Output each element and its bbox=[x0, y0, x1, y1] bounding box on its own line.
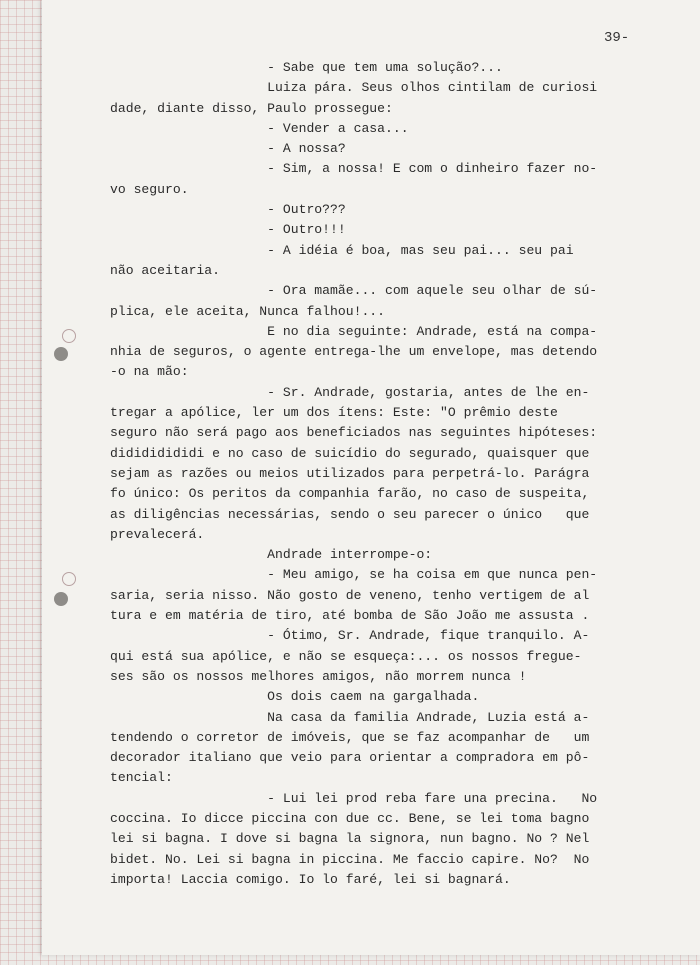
text-line: decorador italiano que veio para orientar a compradora em pô- bbox=[110, 750, 590, 766]
text-line: nhia de seguros, o agente entrega-lhe um envelope, mas detendo bbox=[110, 344, 598, 360]
text-line: - Ora mamãe... com aquele seu olhar de sú- bbox=[110, 283, 598, 299]
punch-hole-upper bbox=[54, 347, 68, 361]
text-line: Andrade interrompe-o: bbox=[110, 547, 433, 563]
text-line: - Sim, a nossa! E com o dinheiro fazer no- bbox=[110, 161, 598, 177]
punch-hole-ring-lower bbox=[62, 572, 76, 586]
text-line: plica, ele aceita, Nunca falhou!... bbox=[110, 303, 386, 319]
text-line: seguro não será pago aos beneficiados nas seguintes hipóteses: bbox=[110, 425, 598, 441]
text-line: -o na mão: bbox=[110, 364, 189, 380]
punch-hole-ring-upper bbox=[62, 329, 76, 343]
text-line: lei si bagna. I dove si bagna la signora, nun bagno. No ? Nel bbox=[110, 831, 590, 847]
text-line: - Meu amigo, se ha coisa em que nunca pen- bbox=[110, 567, 598, 583]
text-line: as diligências necessárias, sendo o seu parecer o único que bbox=[110, 506, 590, 522]
text-line: importa! Laccia comigo. Io lo faré, lei si bagnará. bbox=[110, 871, 511, 887]
text-line: - A nossa? bbox=[110, 141, 346, 157]
text-line: qui está sua apólice, e não se esqueça:... os nossos fregue- bbox=[110, 648, 582, 664]
page-number: 39- bbox=[604, 30, 630, 46]
text-line: dade, diante disso, Paulo prossegue: bbox=[110, 100, 393, 116]
text-line: Na casa da familia Andrade, Luzia está a- bbox=[110, 709, 590, 725]
text-line: - Lui lei prod reba fare una precina. No bbox=[110, 790, 598, 806]
text-line: - A idéia é boa, mas seu pai... seu pai bbox=[110, 242, 574, 258]
text-line: - Sabe que tem uma solução?... bbox=[110, 60, 503, 75]
text-line: bidet. No. Lei si bagna in piccina. Me faccio capire. No? No bbox=[110, 851, 590, 867]
text-line: fo único: Os peritos da companhia farão, no caso de suspeita, bbox=[110, 486, 590, 502]
text-line: Luiza pára. Seus olhos cintilam de curiosi bbox=[110, 80, 598, 96]
text-line: - Sr. Andrade, gostaria, antes de lhe en- bbox=[110, 384, 590, 400]
text-line: coccina. Io dicce piccina con due cc. Bene, se lei toma bagno bbox=[110, 810, 590, 826]
text-line: - Outro!!! bbox=[110, 222, 346, 238]
text-line: E no dia seguinte: Andrade, está na compa- bbox=[110, 323, 598, 339]
text-line: ses são os nossos melhores amigos, não morrem nunca ! bbox=[110, 668, 527, 684]
text-line: - Ótimo, Sr. Andrade, fique tranquilo. A- bbox=[110, 628, 590, 644]
text-line: - Outro??? bbox=[110, 202, 346, 218]
page-text bbox=[110, 58, 670, 890]
text-line: Os dois caem na gargalhada. bbox=[110, 689, 480, 705]
text-line: tendendo o corretor de imóveis, que se faz acompanhar de um bbox=[110, 729, 590, 745]
text-line: prevalecerá. bbox=[110, 526, 205, 542]
text-line: didididididi e no caso de suicídio do segurado, quaisquer que bbox=[110, 445, 590, 461]
text-line: tura e em matéria de tiro, até bomba de São João me assusta . bbox=[110, 608, 590, 624]
text-line: não aceitaria. bbox=[110, 262, 221, 278]
text-line: - Vender a casa... bbox=[110, 120, 409, 136]
text-line: sejam as razões ou meios utilizados para perpetrá-lo. Parágra bbox=[110, 465, 590, 481]
text-line: vo seguro. bbox=[110, 181, 189, 197]
text-line: saria, seria nisso. Não gosto de veneno, tenho vertigem de al bbox=[110, 587, 590, 603]
punch-hole-lower bbox=[54, 592, 68, 606]
text-line: tencial: bbox=[110, 770, 173, 786]
text-line: tregar a apólice, ler um dos ítens: Este: "O prêmio deste bbox=[110, 405, 558, 421]
